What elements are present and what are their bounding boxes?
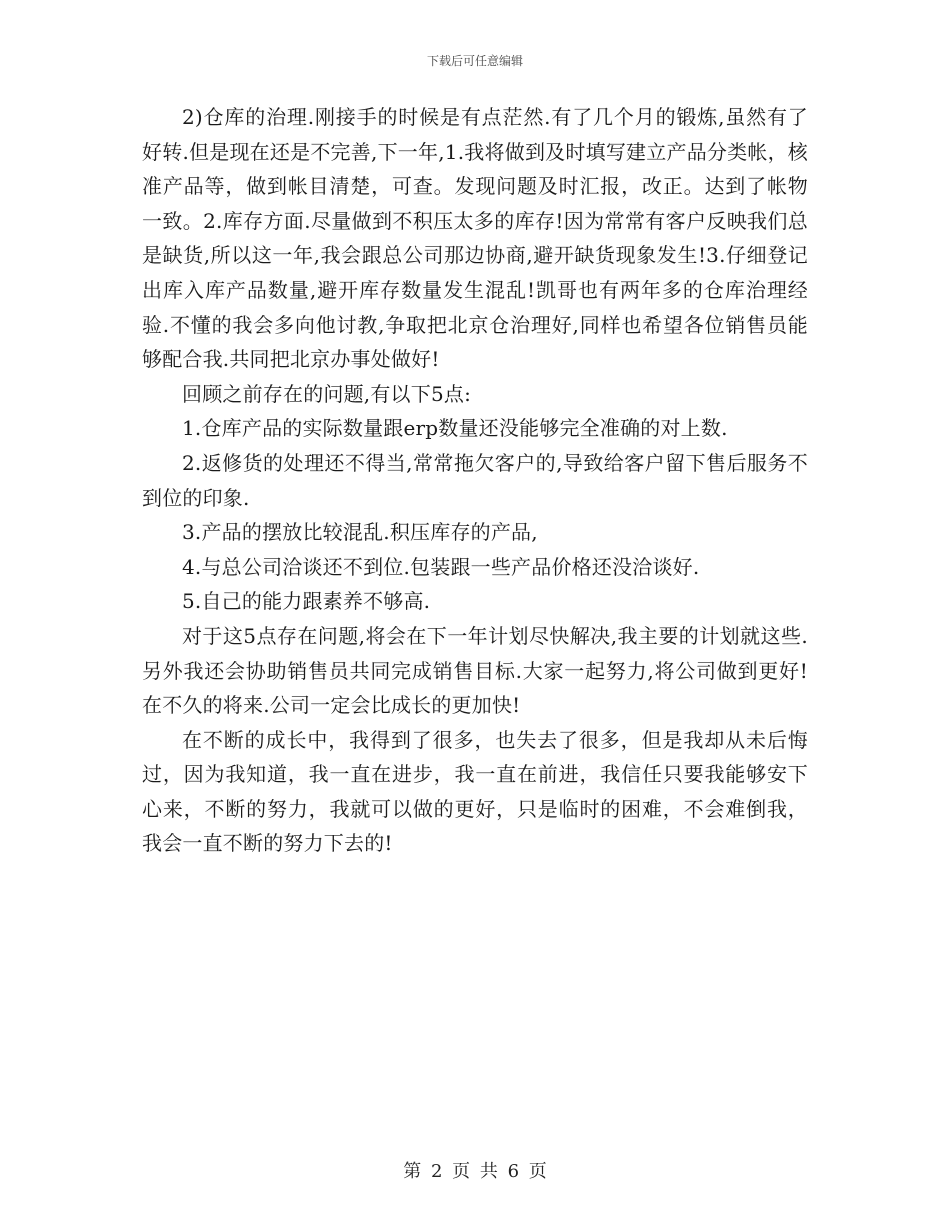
paragraph-issues-intro: 回顾之前存在的问题,有以下5点: [182,381,472,406]
paragraph-plan: 对于这5点存在问题,将会在下一年计划尽快解决,我主要的计划就这些.另外我还会协助销售员共同完成销售目标.大家一起努力,将公司做到更好!在不久的将来.公司一定会比成长的更加快! [142,623,808,718]
page-header: 下载后可任意编辑 [426,54,523,68]
paragraph-warehouse-management: 2)仓库的治理.刚接手的时候是有点茫然.有了几个月的锻炼,虽然有了好转.但是现在还是不完善,下一年,1.我将做到及时填写建立产品分类帐，核准产品等，做到帐目清楚，可查。发现问题及时汇报，改正。达到了帐物一致。2.库存方面.尽量做到不积压太多的库存!因为常常有客户反映我们总是缺货,所以这一年,我会跟总公司那边协商,避开缺货现象发生!3.仔细登记出库入库产品数量,避开库存数量发生混乱!凯哥也有两年多的仓库治理经验.不懂的我会多向他讨教,争取把北京仓治理好,同样也希望各位销售员能够配合我.共同把北京办事处做好! [142,105,808,372]
list-item-issue-3: 3.产品的摆放比较混乱.积压库存的产品, [182,520,538,545]
list-item-issue-2: 2.返修货的处理还不得当,常常拖欠客户的,导致给客户留下售后服务不到位的印象. [142,450,808,510]
list-item-issue-5: 5.自己的能力跟素养不够高. [182,589,431,614]
document-body [142,100,808,861]
list-item-issue-1: 1.仓库产品的实际数量跟erp数量还没能够完全准确的对上数. [182,416,728,441]
paragraph-conclusion: 在不断的成长中，我得到了很多，也失去了很多，但是我却从未后悔过，因为我知道，我一直在进步，我一直在前进，我信任只要我能够安下心来，不断的努力，我就可以做的更好，只是临时的困难，不会难倒我，我会一直不断的努力下去的! [142,727,808,856]
page-number-footer: 第 2 页 共 6 页 [403,1161,547,1182]
list-item-issue-4: 4.与总公司洽谈还不到位.包装跟一些产品价格还没洽谈好. [182,554,700,579]
